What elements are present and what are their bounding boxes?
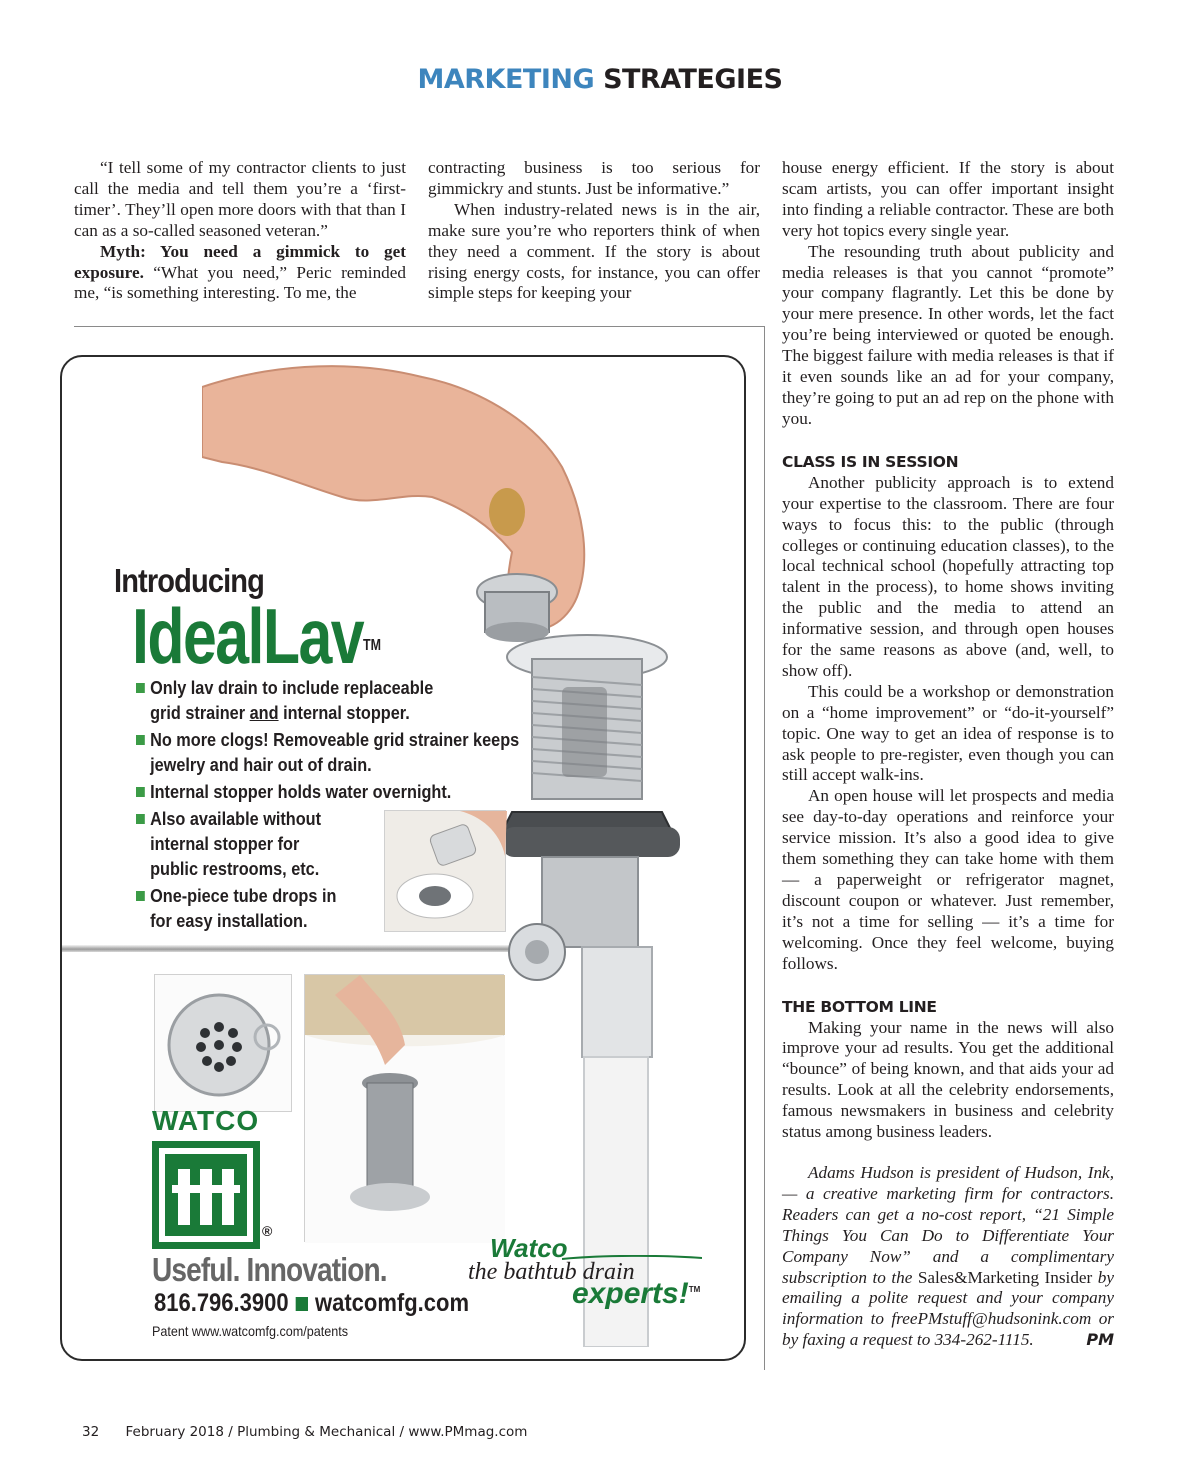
author-bio [782, 1163, 1114, 1351]
bio-publication: Sales&Marketing Insider [917, 1267, 1093, 1287]
separator-square [296, 1297, 308, 1311]
feature-item: Only lav drain to include replaceable grid strainer and internal stopper. [136, 675, 519, 725]
advertisement [60, 355, 746, 1361]
ad-brand-name [132, 592, 382, 680]
paragraph: Making your name in the news will also improve your ad results. You get the additional “bounce” of being known, and that aids your ad results. Look at all the celebrity endorsements, famous newsmakers in business and celebrity status among business leaders. [782, 1017, 1114, 1142]
trademark: TM [363, 637, 382, 654]
installation-photo [304, 974, 504, 1242]
paragraph: house energy efficient. If the story is about scam artists, you can offer important insight into finding a reliable contractor. These are both very hot topics every single year. [782, 158, 1114, 240]
bio-text: by emailing a polite request and your company information to freePMstuff@hudsonink.com or by faxing a request to 334-262-1115. [782, 1267, 1114, 1350]
article-column-2 [428, 158, 760, 304]
patent-note: Patent www.watcomfg.com/patents [152, 1323, 349, 1339]
watco-logo-mark [152, 1141, 260, 1249]
paragraph: Another publicity approach is to extend your expertise to the classroom. There are four ways to focus this: to the public (through colleges or continuing education classes), to the local technical school (hopefully attracting top talent in the process), to home shows inviting the public and the media to attend an informative session, and through open houses for the same reasons as above (and, well, to show off). [782, 472, 1114, 680]
paragraph-text: “What you need,” Peric reminded me, “is something interesting. To me, the [74, 262, 406, 303]
ad-contact [154, 1289, 469, 1318]
divider-horizontal [74, 326, 764, 327]
page-number: 32 [82, 1424, 100, 1440]
divider-vertical [764, 326, 765, 1370]
paragraph [74, 242, 406, 305]
paragraph: The resounding truth about publicity and media releases is that you cannot “promote” your company flagrantly. Let this be done by your mere presence. In other words, let the fact you’re being interviewed or quoted be enough. The biggest failure with media releases is that if it even sounds like an ad for your company, they’re going to put an ad rep on the phone with you. [782, 241, 1114, 428]
paragraph: When industry-related news is in the air, make sure you’re who reporters think of when they need a comment. If the story is about rising energy costs, for instance, you can offer simple steps for keeping your [428, 199, 760, 303]
feature-item: Internal stopper holds water overnight. [136, 779, 519, 804]
grid-strainer-photo [154, 974, 292, 1112]
faucet-rod-image [62, 945, 562, 952]
registered-mark: ® [262, 1223, 273, 1239]
phone-number: 816.796.3900 [154, 1289, 289, 1317]
strainer-photo [384, 810, 506, 932]
brand-text: IdealLav [132, 592, 364, 680]
bio-text: Adams Hudson is president of Hudson, Ink, — a creative marketing firm for contractors. Readers can get a no-cost report, “21 Simple Things You Can Do to Differentiate Your Company Now” and a complimentary subscription to the [782, 1162, 1114, 1287]
page-footer [82, 1424, 527, 1440]
paragraph: “I tell some of my contractor clients to just call the media and tell them you’re a ‘first-timer’. They’ll open more doors with that than I can as a so-called seasoned veteran.” [74, 158, 406, 240]
end-mark: PM [1086, 1330, 1114, 1350]
feature-item: Also available without internal stopper for public restrooms, etc. [136, 806, 519, 881]
feature-item: One-piece tube drops in for easy installation. [136, 883, 519, 933]
paragraph: contracting business is too serious for gimmickry and stunts. Just be informative.” [428, 158, 760, 198]
watco-logo-word: WATCO [152, 1105, 260, 1136]
footer-info: February 2018 / Plumbing & Mechanical / www.PMmag.com [125, 1424, 528, 1440]
section-header [0, 64, 1200, 95]
slogan-watco: Watco [490, 1233, 568, 1263]
article-column-3 [782, 158, 1114, 1351]
feature-item: No more clogs! Removeable grid strainer keeps jewelry and hair out of drain. [136, 727, 519, 777]
ad-intro: Introducing [114, 562, 265, 599]
article-column-1 [74, 158, 406, 304]
section-header-rest: STRATEGIES [603, 64, 783, 95]
ad-tagline: Useful. Innovation. [152, 1251, 387, 1288]
website: watcomfg.com [314, 1289, 470, 1317]
paragraph: This could be a workshop or demonstration on a “home improvement” or “do-it-yourself” topic. One way to get an idea of response is to ask people to pre-register, even though you can still accept walk-ins. [782, 681, 1114, 785]
watco-logo [152, 1105, 272, 1249]
slogan-bathtub-drain: the bathtub drain [468, 1259, 635, 1285]
slogan-experts: experts!™ [572, 1277, 701, 1310]
section-header-accent: MARKETING [417, 64, 595, 95]
subheading-bottom-line: THE BOTTOM LINE [782, 997, 937, 1016]
myth-heading: Myth: You need a gimmick to get exposure. [74, 241, 406, 282]
subheading-class-is-in-session: CLASS IS IN SESSION [782, 452, 959, 471]
paragraph: An open house will let prospects and media see day-to-day operations and reinforce your service mission. It’s also a good idea to give them something they can take home with them — a paperweight or refrigerator magnet, discount coupon or whatever. Just remember, it’s not a time for selling — it’s a time for welcoming. Once they feel welcome, buying follows. [782, 786, 1114, 973]
